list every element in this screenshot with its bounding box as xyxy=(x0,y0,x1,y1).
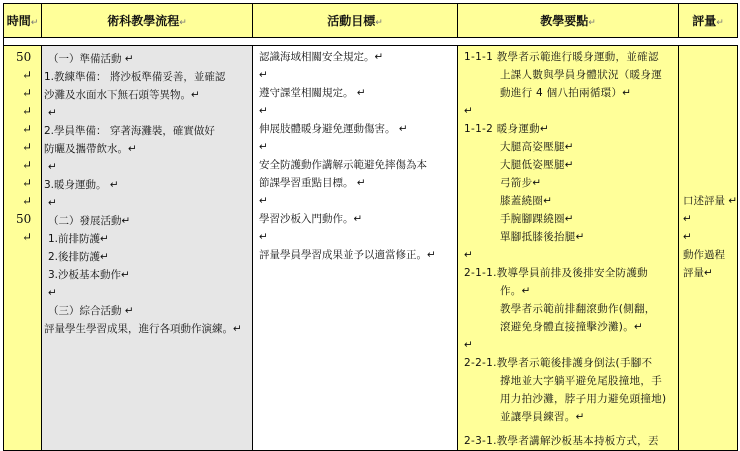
key-line: 膝蓋繞圈↵ xyxy=(500,195,553,207)
goal-line: 認識海域相關安全規定。↵ xyxy=(259,51,384,63)
key-line: 2-3-1.教學者講解沙板基本持板方式，丟 xyxy=(464,435,659,447)
header-key: 教學要點↵ xyxy=(458,4,679,38)
time-line: ↵ xyxy=(22,104,33,118)
spacer-row xyxy=(4,38,738,46)
eval-line: 評量↵ xyxy=(683,267,713,279)
time-line: ↵ xyxy=(22,158,33,172)
header-goal-label: 活動目標 xyxy=(327,14,376,28)
header-goal: 活動目標↵ xyxy=(253,4,458,38)
key-line: 大腿低姿壓腿↵ xyxy=(500,159,574,171)
key-line: ↵ xyxy=(464,339,474,351)
flow-line: 評量學生學習成果，進行各項動作演練。↵ xyxy=(44,323,242,335)
key-line: 單腳抵膝後抬腿↵ xyxy=(500,231,585,243)
flow-line: ↵ xyxy=(48,161,57,173)
key-line: 撐地並大字躺平避免尾股撞地，手 xyxy=(500,375,662,387)
time-line: ↵ xyxy=(22,86,33,100)
eval-line: ↵ xyxy=(683,231,692,243)
header-eval: 評量↵ xyxy=(679,4,738,38)
key-line: 大腿高姿壓腿↵ xyxy=(500,141,574,153)
flow-line: （二）發展活動↵ xyxy=(48,215,131,227)
header-key-label: 教學要點 xyxy=(540,14,589,28)
key-line: 2-2-1.教學者示範後排護身倒法(手腳不 xyxy=(464,357,653,369)
time-line: ↵ xyxy=(22,122,33,136)
time-line: 50 xyxy=(16,212,32,226)
goal-line: 遵守課堂相關規定。 ↵ xyxy=(259,87,366,99)
key-line: 動進行 4 個八拍兩循環）↵ xyxy=(500,87,632,99)
flow-line: （一）準備活動 ↵ xyxy=(48,53,134,65)
key-line: 1-1-2 暖身運動↵ xyxy=(464,123,550,135)
header-time-label: 時間 xyxy=(6,14,31,28)
header-time: 時間↵ xyxy=(4,4,42,38)
key-line: ↵ xyxy=(464,105,474,117)
goal-line: 節課學習重點目標。 ↵ xyxy=(259,177,366,189)
flow-line: 1.前排防護↵ xyxy=(48,233,109,245)
key-line: 2-1-1.教導學員前排及後排安全防護動 xyxy=(464,267,648,279)
flow-line: 2.學員準備： 穿著海灘裝，確實做好 xyxy=(44,125,215,137)
flow-column xyxy=(42,46,253,451)
key-line: 上課人數與學員身體狀況（暖身運 xyxy=(500,69,662,81)
flow-line: ↵ xyxy=(48,287,57,299)
key-line: 並讓學員練習。↵ xyxy=(500,411,585,423)
key-line: 用力拍沙灘，脖子用力避免頭撞地) xyxy=(500,393,667,405)
goal-column xyxy=(253,46,458,451)
eval-line: 口述評量 ↵ xyxy=(683,195,738,207)
flow-line: 3.暖身運動。 ↵ xyxy=(44,179,119,191)
key-line: 滾避免身體直接撞擊沙灘)。↵ xyxy=(500,321,644,333)
time-line: ↵ xyxy=(22,176,33,190)
eval-line: ↵ xyxy=(683,213,692,225)
key-line: 手腕腳踝繞圈↵ xyxy=(500,213,574,225)
goal-line: 伸展肢體暖身避免運動傷害。 ↵ xyxy=(259,123,408,135)
time-line: ↵ xyxy=(22,194,33,208)
time-column xyxy=(4,46,42,451)
time-line: ↵ xyxy=(22,230,33,244)
goal-line: 學習沙板入門動作。↵ xyxy=(259,213,363,225)
key-column xyxy=(458,46,679,451)
flow-line: ↵ xyxy=(48,107,57,119)
flow-line: （三）綜合活動 ↵ xyxy=(48,305,134,317)
header-flow-label: 術科教學流程 xyxy=(107,14,180,28)
flow-line: 防曬及攜帶飲水。↵ xyxy=(44,143,137,155)
goal-line: ↵ xyxy=(259,69,268,81)
goal-line: 評量學員學習成果並予以適當修正。↵ xyxy=(259,249,436,261)
key-line: 弓箭步↵ xyxy=(500,177,542,189)
eval-column xyxy=(679,46,738,451)
header-flow: 術科教學流程↵ xyxy=(42,4,253,38)
eval-line: 動作過程 xyxy=(683,249,725,261)
goal-line: ↵ xyxy=(259,141,268,153)
goal-line: 安全防護動作講解示範避免摔傷為本 xyxy=(259,159,427,171)
flow-line: 沙灘及水面水下無石頭等異物。↵ xyxy=(44,89,200,101)
key-line: 教學者示範前排翻滾動作(側翻， xyxy=(500,303,656,315)
time-line: ↵ xyxy=(22,68,33,82)
goal-line: ↵ xyxy=(259,105,268,117)
goal-line: ↵ xyxy=(259,195,268,207)
flow-line: 1.教練準備： 將沙板準備妥善，並確認 xyxy=(44,71,226,83)
goal-line: ↵ xyxy=(259,231,268,243)
header-eval-label: 評量 xyxy=(692,14,717,28)
key-line: 1-1-1 教學者示範進行暖身運動，並確認 xyxy=(464,51,659,63)
time-line: ↵ xyxy=(22,140,33,154)
lesson-plan-table xyxy=(3,3,738,451)
flow-line: 2.後排防護↵ xyxy=(48,251,109,263)
flow-line: ↵ xyxy=(48,197,57,209)
key-line: ↵ xyxy=(464,249,474,261)
flow-line: 3.沙板基本動作↵ xyxy=(48,269,130,281)
key-line: 作。↵ xyxy=(500,285,531,297)
time-line: 50 xyxy=(16,50,32,64)
